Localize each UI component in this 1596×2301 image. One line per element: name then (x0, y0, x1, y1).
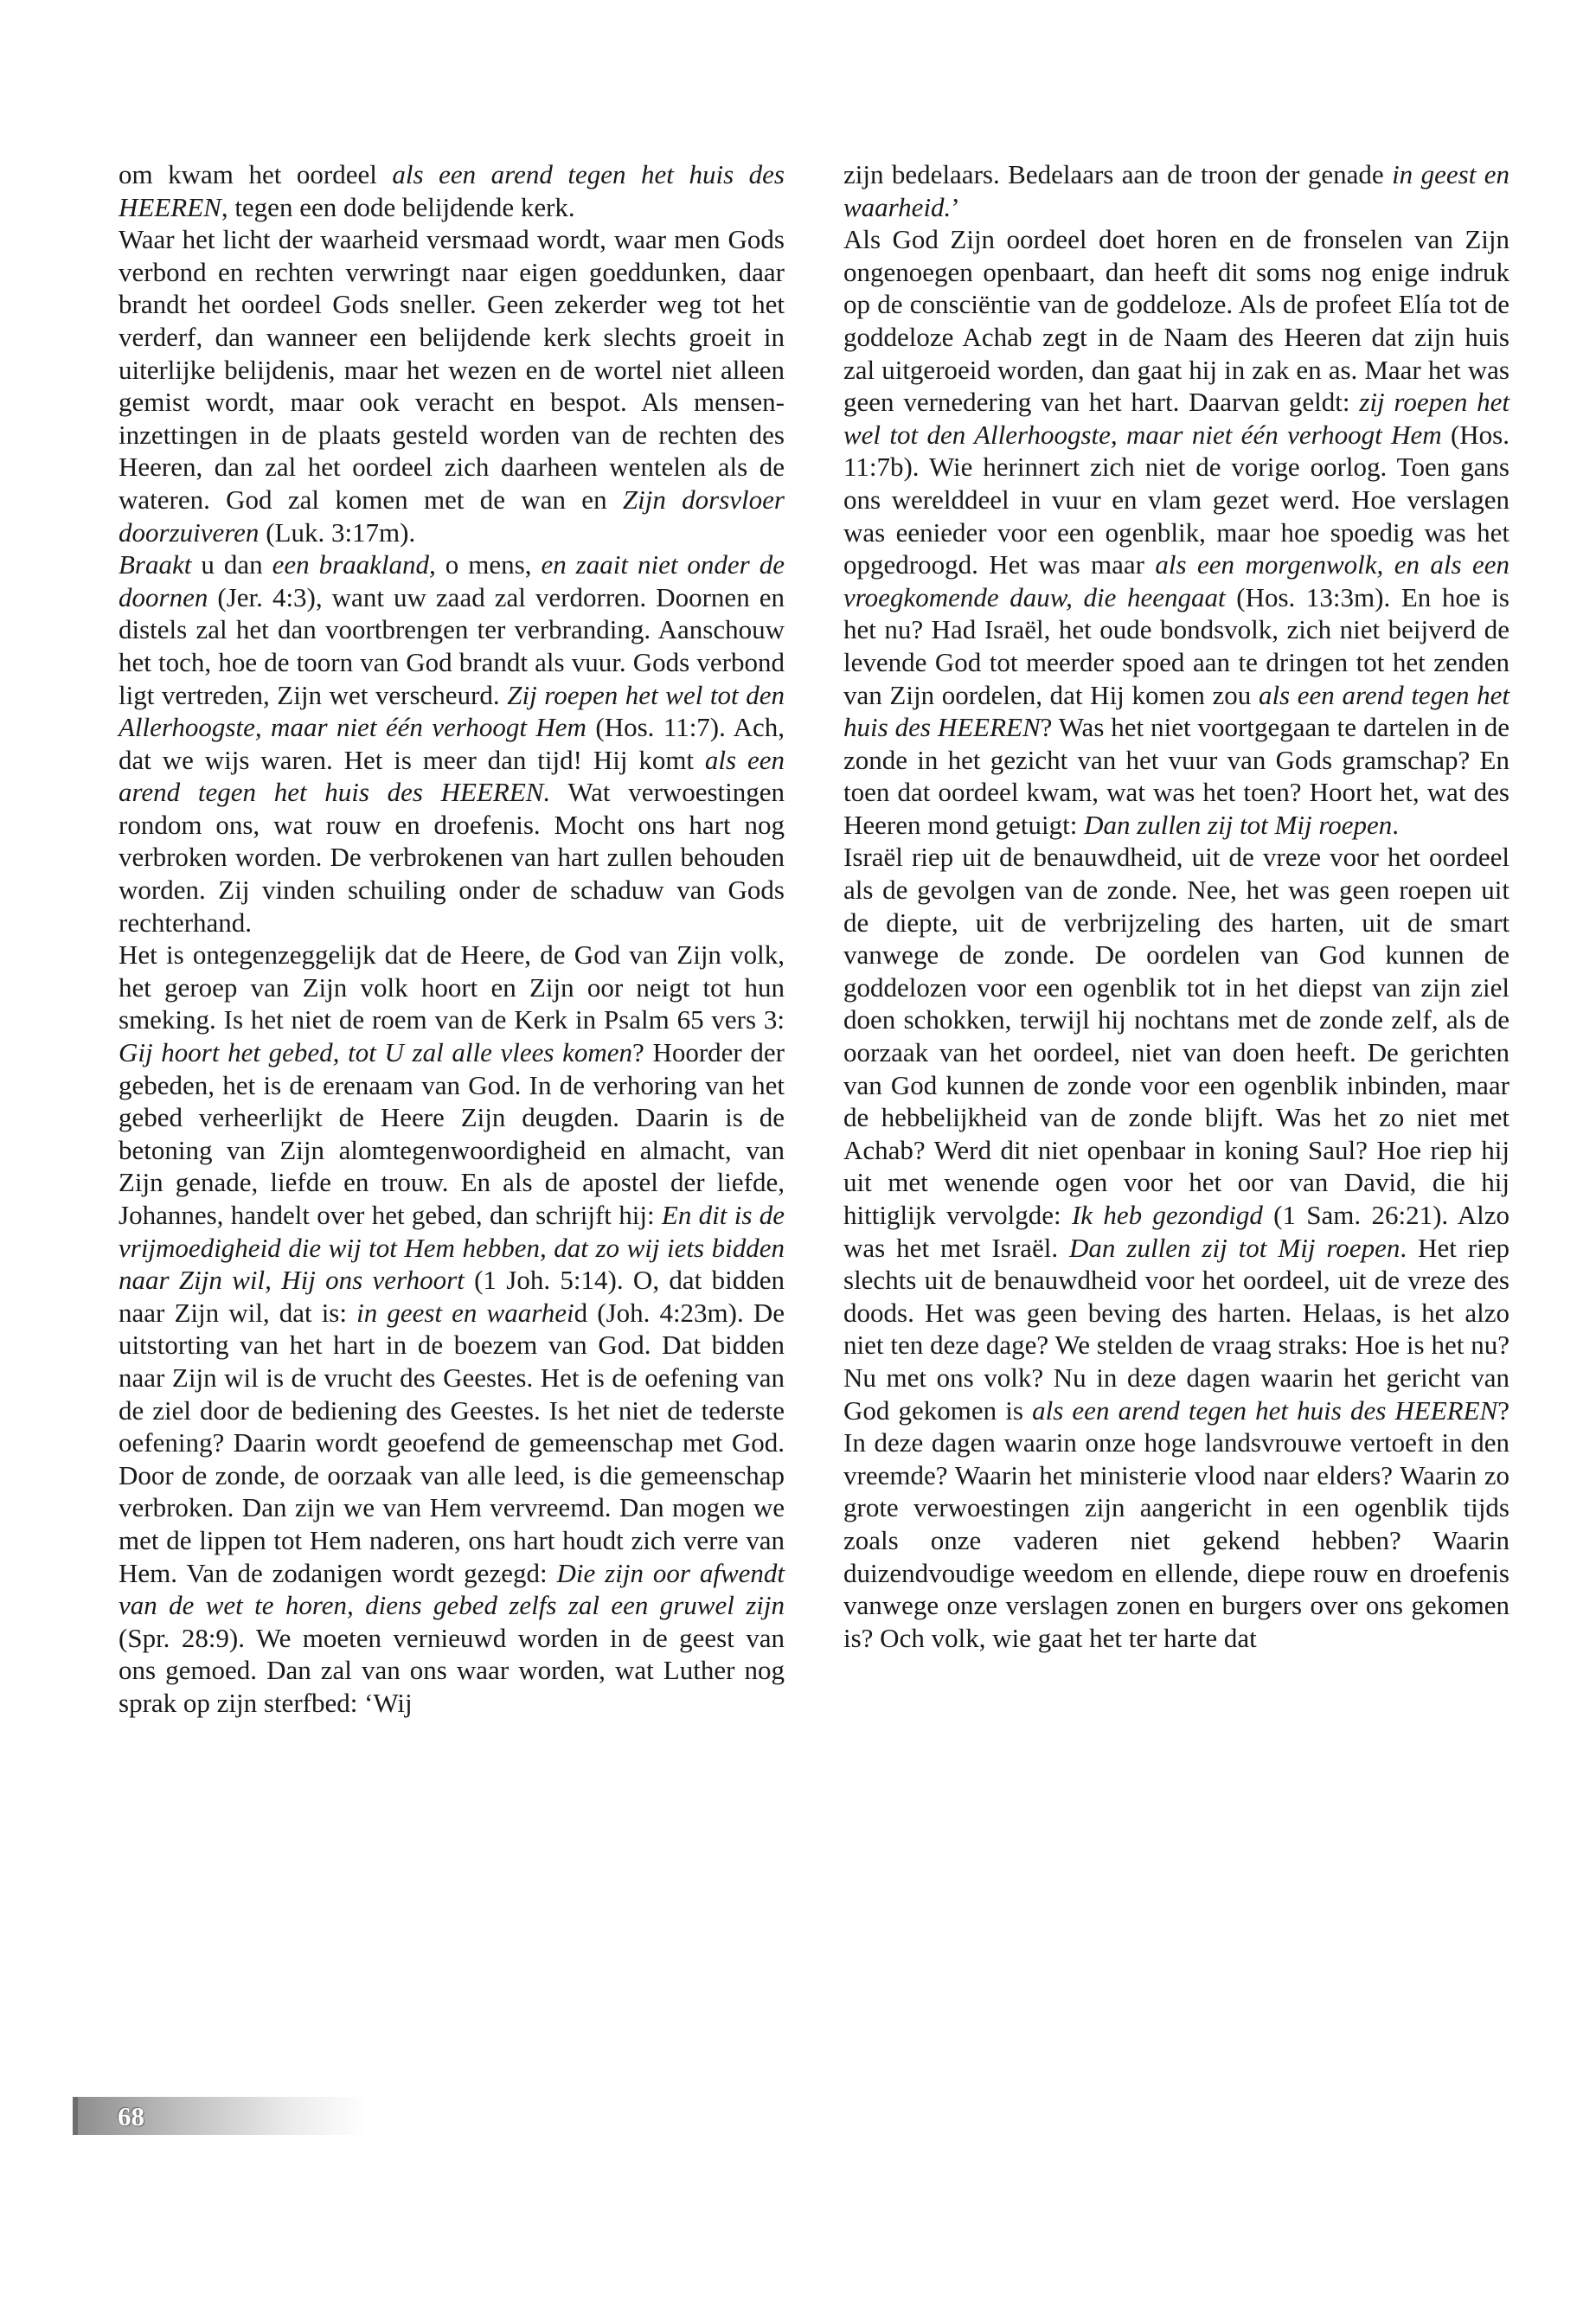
italic-quote: Zij roepen het wel tot den Allerhoogste, maar niet één verhoogt Hem (119, 679, 785, 743)
text-run: (1 Joh. 5:14). O, dat bidden naar Zijn wil, dat is: (119, 1265, 785, 1328)
text-run: (Hos. 11:7). Ach, dat we wijs waren. Het is meer dan tijd! Hij komt (119, 712, 785, 775)
right-column-paragraph (843, 223, 1509, 841)
left-column-paragraph (119, 223, 785, 548)
text-run: Wat verwoestingen rondom ons, wat rouw en droefenis. Mocht ons hart nog verbroken worden. De verbrokenen van hart zullen behouden worden. Zij vinden schuiling onder de schaduw van Gods rechterhand. (119, 777, 785, 938)
text-run: . (1392, 809, 1399, 840)
left-column-paragraph (119, 158, 785, 223)
italic-quote: een braakland, (272, 549, 436, 580)
italic-quote: Ik heb gezondigd (1071, 1200, 1263, 1230)
text-run: u dan (191, 549, 272, 580)
right-column-paragraph (843, 158, 1509, 223)
page-number-tab-edge (73, 2097, 78, 2135)
text-run: , tegen een dode belijdende kerk. (221, 191, 575, 222)
right-column-paragraph (843, 841, 1509, 1654)
text-run: ? In deze dagen waarin onze hoge landsvrouwe vertoeft in den vreemde? Waarin het ministerie vlood naar elders? Waarin zo grote verwoestingen zijn aangericht in een ogenblik tijds zoals onze vaderen niet gekend hebben? Waarin duizendvoudige weedom en ellende, diepe rouw en droefenis vanwege onze verslagen zonen en burgers over ons gekomen is? Och volk, wie gaat het ter harte dat (843, 1394, 1509, 1653)
page-number-tab (73, 2097, 367, 2135)
text-run: (1 Sam. 26:21). Alzo was het met Israël. (843, 1200, 1509, 1263)
italic-quote: als een arend tegen het huis des HEEREN (843, 679, 1509, 743)
italic-quote: Zijn dorsvloer doorzuiveren (119, 484, 785, 548)
text-run: (Spr. 28:9). We moeten vernieuwd worden in de geest van ons gemoed. Dan zal van ons waar worden, wat Luther nog sprak op zijn sterfbed: ‘Wij (119, 1622, 785, 1718)
text-run: (Luk. 3:17m). (259, 516, 416, 548)
text-run: d (Joh. 4:23m). De uitstorting van het hart in de boezem van God. Dat bidden naar Zijn wil is de vrucht des Geestes. Het is de oefening van de ziel door de bediening des Geestes. Is het niet de tederste oefening? Daarin wordt geoefend de gemeenschap met God. Door de zonde, de oorzaak van alle leed, is die gemeenschap verbroken. Dan zijn we van Hem vervreemd. Dan mogen we met de lippen tot Hem naderen, ons hart houdt zich verre van Hem. Van de zodanigen wordt gezegd: (119, 1297, 785, 1588)
italic-quote: in geest en waarheid. (843, 159, 1510, 222)
text-run: ? Hoorder der gebeden, het is de erenaam van God. In de verhoring van het gebed verheerlijkt de Heere Zijn deugden. Daarin is de betoning van Zijn alomtegenwoordigheid en almacht, van Zijn genade, liefde en trouw. En als de apostel der liefde, Johannes, handelt over het gebed, dan schrijft hij: (119, 1037, 785, 1230)
italic-quote: in geest en waarhei (356, 1297, 574, 1328)
text-run: o mens, (435, 549, 542, 580)
text-run: zijn bedelaars. Bedelaars aan de troon der genade (843, 159, 1393, 189)
text-run: (Hos. 11:7b). Wie herinnert zich niet de vorige oorlog. Toen gans ons werelddeel in vuur en vlam gezet werd. Hoe verslagen was eenieder voor een ogenblik, maar hoe spoedig was het opgedroogd. Het was maar (843, 419, 1509, 580)
text-run: Waar het licht der waarheid versmaad wordt, waar men Gods verbond en rechten verwringt naar eigen goeddunken, daar brandt het oordeel Gods sneller. Geen zekerder weg tot het verderf, dan wanneer een belijdende kerk slechts groeit in uiterlijke belijdenis, maar het wezen en de wortel niet alleen gemist wordt, maar ook veracht en bespot. Als menseninzettingen in de plaats gesteld worden van de rechten des Heeren, dan zal het oordeel zich daarheen wentelen als de wateren. God zal komen met de wan en (119, 224, 785, 515)
text-run: ’ (951, 191, 960, 222)
italic-quote: en zaait niet onder de doornen (119, 549, 785, 612)
text-run: Israël riep uit de benauwdheid, uit de vreze voor het oordeel als de gevolgen van de zonde. Nee, het was geen roepen uit de diepte, uit de verbrijzeling des harten, uit de smart vanwege de zonde. De oordelen van God kunnen de goddelozen voor een ogenblik tot in het diepst van zijn ziel doen schokken, terwijl hij nochtans met de zonde zelf, als de oorzaak van het oordeel, niet van doen heeft. De gerichten van God kunnen de zonde voor een ogenblik inbinden, maar de hebbelijkheid van de zonde blijft. Was het zo niet met Achab? Werd dit niet openbaar in koning Saul? Hoe riep hij uit met wenende ogen voor het oor van David, die hij hittiglijk vervolgde: (843, 842, 1509, 1230)
text-run: Als God Zijn oordeel doet horen en de fronselen van Zijn ongenoegen openbaart, dan heeft dit soms nog enige indruk op de consciëntie van de goddeloze. Als de profeet Elía tot de goddeloze Achab zegt in de Naam des Heeren dat zijn huis zal uitgeroeid worden, dan gaat hij in zak en as. Maar het was geen vernedering van het hart. Daarvan geldt: (843, 224, 1509, 418)
italic-quote: als een arend tegen het huis des HEEREN (119, 159, 785, 222)
italic-quote: Dan zullen zij tot Mij roepen (1069, 1232, 1401, 1263)
text-run: Het is ontegenzeggelijk dat de Heere, de God van Zijn volk, het geroep van Zijn volk hoort en Zijn oor neigt tot hun smeking. Is het niet de roem van de Kerk in Psalm 65 vers 3: (119, 939, 785, 1035)
text-run: . Het riep slechts uit de benauwdheid voor het oordeel, uit de vreze des doods. Het was geen beving des harten. Helaas, is het alzo niet ten deze dage? We stelden de vraag straks: Hoe is het nu? Nu met ons volk? Nu in deze dagen waarin het gericht van God gekomen is (843, 1232, 1509, 1426)
italic-quote: als een arend tegen het huis des HEEREN. (119, 744, 785, 808)
italic-quote: En dit is de vrijmoedigheid die wij tot Hem hebben, dat zo wij iets bidden naar Zijn wil, Hij ons verhoort (119, 1200, 785, 1296)
left-column (119, 158, 785, 1720)
text-run: om kwam het oordeel (119, 159, 393, 189)
italic-quote: Dan zullen zij tot Mij roepen (1084, 809, 1393, 840)
text-run: (Hos. 13:3m). En hoe is het nu? Had Israël, het oude bondsvolk, zich niet beijverd de levende God tot meerder spoed aan te dringen tot het zenden van Zijn oordelen, dat Hij komen zou (843, 581, 1509, 710)
italic-quote: als een morgenwolk, en als een vroegkomende dauw, die heengaat (843, 549, 1509, 612)
italic-quote: Gij hoort het gebed, tot U zal alle vlees komen (119, 1037, 633, 1068)
italic-quote: Braakt (119, 549, 192, 580)
italic-quote: zij roepen het wel tot den Allerhoogste, maar niet één verhoogt Hem (843, 387, 1510, 450)
left-column-paragraph (119, 548, 785, 939)
right-column (843, 158, 1509, 1654)
text-run: (Jer. 4:3), want uw zaad zal verdorren. Doornen en distels zal het dan voortbrengen ter verbranding. Aanschouw het toch, hoe de toorn van God brandt als vuur. Gods verbond ligt vertreden, Zijn wet verscheurd. (119, 581, 785, 710)
text-run: ? Was het niet voortgegaan te dartelen in de zonde in het gezicht van het vuur van Gods gramschap? En toen dat oordeel kwam, wat was het toen? Hoort het, wat des Heeren mond getuigt: (843, 712, 1509, 840)
left-column-paragraph (119, 939, 785, 1719)
page-number: 68 (118, 2101, 144, 2131)
italic-quote: als een arend tegen het huis des HEEREN (1032, 1394, 1498, 1426)
italic-quote: Die zijn oor afwendt van de wet te horen, diens gebed zelfs zal een gruwel zijn (119, 1557, 785, 1621)
